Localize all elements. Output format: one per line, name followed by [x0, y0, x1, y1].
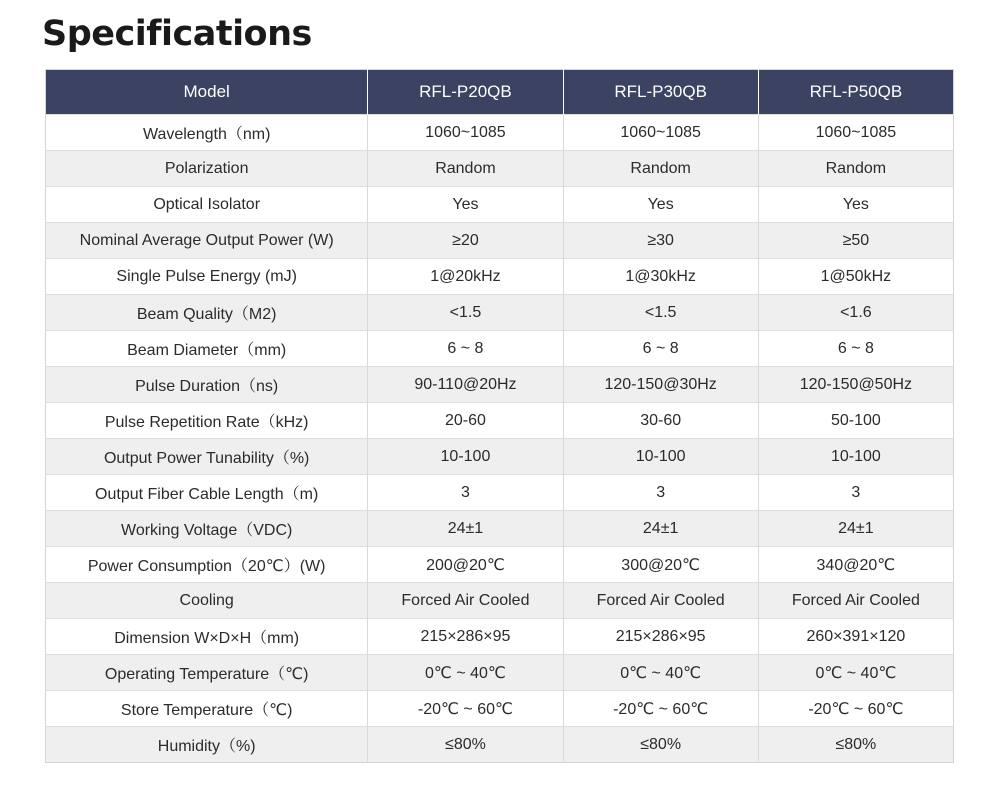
value-cell-rfl-p50qb: 120-150@50Hz: [758, 367, 953, 403]
value-cell-rfl-p30qb: 6 ~ 8: [563, 331, 758, 367]
table-row: [46, 511, 954, 547]
value-cell-rfl-p20qb: ≥20: [368, 223, 563, 259]
spec-label-cell: Beam Quality（M2): [46, 295, 368, 331]
table-row: [46, 151, 954, 187]
table-row: [46, 547, 954, 583]
spec-label-cell: Wavelength（nm): [46, 115, 368, 151]
spec-label-cell: Operating Temperature（℃): [46, 655, 368, 691]
table-row: [46, 223, 954, 259]
table-body: [46, 115, 954, 763]
value-cell-rfl-p30qb: 300@20℃: [563, 547, 758, 583]
spec-label-cell: Output Power Tunability（%): [46, 439, 368, 475]
value-cell-rfl-p30qb: 120-150@30Hz: [563, 367, 758, 403]
value-cell-rfl-p20qb: <1.5: [368, 295, 563, 331]
value-cell-rfl-p20qb: 90-110@20Hz: [368, 367, 563, 403]
value-cell-rfl-p50qb: ≥50: [758, 223, 953, 259]
table-row: [46, 367, 954, 403]
value-cell-rfl-p50qb: 260×391×120: [758, 619, 953, 655]
value-cell-rfl-p20qb: Random: [368, 151, 563, 187]
table-row: [46, 187, 954, 223]
table-row: [46, 655, 954, 691]
spec-label-cell: Working Voltage（VDC): [46, 511, 368, 547]
spec-label-cell: Power Consumption（20℃）(W): [46, 547, 368, 583]
spec-label-cell: Nominal Average Output Power (W): [46, 223, 368, 259]
value-cell-rfl-p50qb: 50-100: [758, 403, 953, 439]
table-row: [46, 691, 954, 727]
spec-label-cell: Output Fiber Cable Length（m): [46, 475, 368, 511]
value-cell-rfl-p30qb: <1.5: [563, 295, 758, 331]
value-cell-rfl-p30qb: Yes: [563, 187, 758, 223]
spec-label-cell: Pulse Repetition Rate（kHz): [46, 403, 368, 439]
value-cell-rfl-p50qb: <1.6: [758, 295, 953, 331]
table-row: [46, 619, 954, 655]
value-cell-rfl-p30qb: ≥30: [563, 223, 758, 259]
value-cell-rfl-p30qb: 215×286×95: [563, 619, 758, 655]
value-cell-rfl-p50qb: 10-100: [758, 439, 953, 475]
spec-label-cell: Cooling: [46, 583, 368, 619]
value-cell-rfl-p20qb: 6 ~ 8: [368, 331, 563, 367]
value-cell-rfl-p50qb: 1@50kHz: [758, 259, 953, 295]
spec-label-cell: Beam Diameter（mm): [46, 331, 368, 367]
value-cell-rfl-p20qb: 10-100: [368, 439, 563, 475]
header-cell-rfl-p50qb: RFL-P50QB: [758, 70, 953, 115]
value-cell-rfl-p30qb: ≤80%: [563, 727, 758, 763]
value-cell-rfl-p20qb: ≤80%: [368, 727, 563, 763]
value-cell-rfl-p50qb: Forced Air Cooled: [758, 583, 953, 619]
value-cell-rfl-p30qb: 24±1: [563, 511, 758, 547]
spec-label-cell: Pulse Duration（ns): [46, 367, 368, 403]
header-cell-model: Model: [46, 70, 368, 115]
value-cell-rfl-p20qb: 215×286×95: [368, 619, 563, 655]
value-cell-rfl-p20qb: 1060~1085: [368, 115, 563, 151]
value-cell-rfl-p50qb: 340@20℃: [758, 547, 953, 583]
header-row: [46, 70, 954, 115]
table-row: [46, 583, 954, 619]
value-cell-rfl-p30qb: 0℃ ~ 40℃: [563, 655, 758, 691]
value-cell-rfl-p30qb: 3: [563, 475, 758, 511]
table-row: [46, 331, 954, 367]
table-header: [46, 70, 954, 115]
page-title: Specifications: [42, 14, 312, 54]
value-cell-rfl-p50qb: 24±1: [758, 511, 953, 547]
value-cell-rfl-p50qb: Yes: [758, 187, 953, 223]
value-cell-rfl-p20qb: 3: [368, 475, 563, 511]
value-cell-rfl-p20qb: -20℃ ~ 60℃: [368, 691, 563, 727]
header-cell-rfl-p30qb: RFL-P30QB: [563, 70, 758, 115]
value-cell-rfl-p30qb: Random: [563, 151, 758, 187]
value-cell-rfl-p50qb: -20℃ ~ 60℃: [758, 691, 953, 727]
value-cell-rfl-p30qb: Forced Air Cooled: [563, 583, 758, 619]
spec-label-cell: Optical Isolator: [46, 187, 368, 223]
table-row: [46, 115, 954, 151]
table-row: [46, 439, 954, 475]
value-cell-rfl-p30qb: 10-100: [563, 439, 758, 475]
spec-label-cell: Dimension W×D×H（mm): [46, 619, 368, 655]
value-cell-rfl-p20qb: 24±1: [368, 511, 563, 547]
specifications-table: [45, 69, 954, 763]
value-cell-rfl-p20qb: 0℃ ~ 40℃: [368, 655, 563, 691]
value-cell-rfl-p50qb: 1060~1085: [758, 115, 953, 151]
table-row: [46, 259, 954, 295]
spec-label-cell: Polarization: [46, 151, 368, 187]
value-cell-rfl-p30qb: 30-60: [563, 403, 758, 439]
value-cell-rfl-p20qb: Yes: [368, 187, 563, 223]
spec-label-cell: Single Pulse Energy (mJ): [46, 259, 368, 295]
value-cell-rfl-p30qb: 1@30kHz: [563, 259, 758, 295]
spec-label-cell: Store Temperature（℃): [46, 691, 368, 727]
value-cell-rfl-p50qb: 3: [758, 475, 953, 511]
table-row: [46, 727, 954, 763]
value-cell-rfl-p20qb: 200@20℃: [368, 547, 563, 583]
header-cell-rfl-p20qb: RFL-P20QB: [368, 70, 563, 115]
table-row: [46, 295, 954, 331]
spec-label-cell: Humidity（%): [46, 727, 368, 763]
value-cell-rfl-p50qb: ≤80%: [758, 727, 953, 763]
table-row: [46, 403, 954, 439]
value-cell-rfl-p50qb: 0℃ ~ 40℃: [758, 655, 953, 691]
value-cell-rfl-p20qb: Forced Air Cooled: [368, 583, 563, 619]
value-cell-rfl-p20qb: 1@20kHz: [368, 259, 563, 295]
value-cell-rfl-p20qb: 20-60: [368, 403, 563, 439]
table-row: [46, 475, 954, 511]
value-cell-rfl-p30qb: -20℃ ~ 60℃: [563, 691, 758, 727]
value-cell-rfl-p30qb: 1060~1085: [563, 115, 758, 151]
value-cell-rfl-p50qb: Random: [758, 151, 953, 187]
value-cell-rfl-p50qb: 6 ~ 8: [758, 331, 953, 367]
